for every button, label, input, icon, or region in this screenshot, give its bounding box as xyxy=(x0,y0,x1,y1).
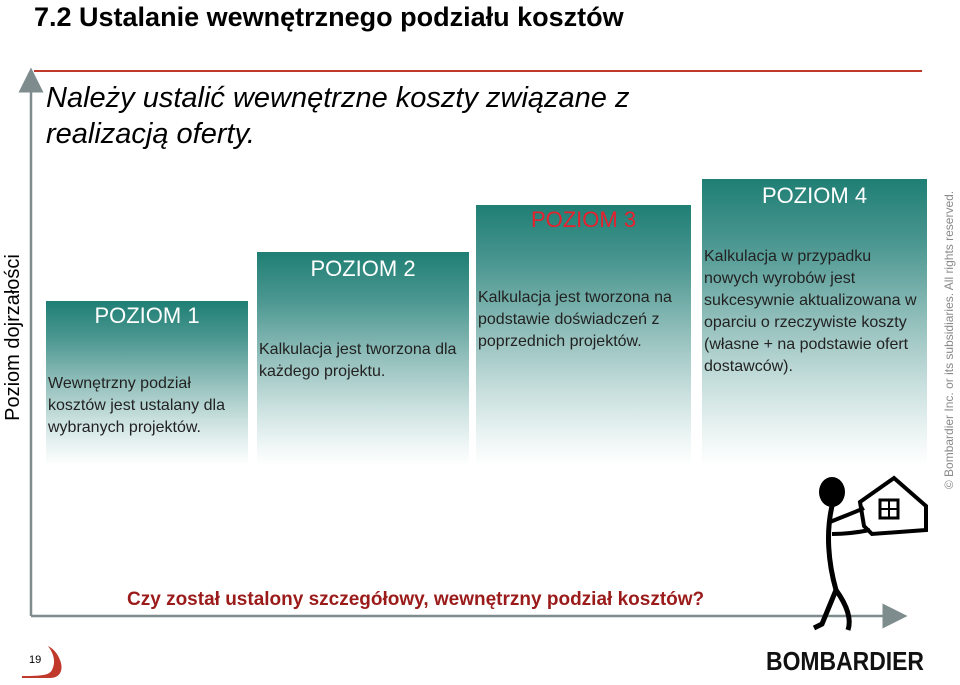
bombardier-logo xyxy=(766,644,926,676)
level-1-block xyxy=(46,301,248,466)
maturity-axis-label-text: Poziom dojrzałości xyxy=(1,253,24,421)
level-1-text: Wewnętrzny podział kosztów jest ustalany dla wybranych projektów. xyxy=(48,375,225,436)
figure-holding-house-icon xyxy=(808,472,928,632)
svg-text:BOMBARDIER: BOMBARDIER xyxy=(766,646,925,676)
copyright-text: © Bombardier Inc. or its subsidiaries. All rights reserved. xyxy=(942,190,957,490)
level-4-title: POZIOM 4 xyxy=(761,183,868,208)
level-2-text: Kalkulacja jest tworzona dla każdego projektu. xyxy=(259,341,457,380)
level-4-text: Kalkulacja w przypadku nowych wyrobów jest sukcesywnie aktualizowana w oparciu o rzeczywiste koszty (własne + na podstawie ofert dostawców). xyxy=(704,248,917,375)
page-number-badge xyxy=(20,644,66,680)
level-3-title: POZIOM 3 xyxy=(530,207,637,232)
slide-title: 7.2 Ustalanie wewnętrznego podziału kosztów xyxy=(34,2,624,32)
level-2-title: POZIOM 2 xyxy=(310,256,416,281)
level-2-block xyxy=(257,252,469,466)
page-number: 19 xyxy=(29,654,42,666)
slide-subtitle: Należy ustalić wewnętrzne koszty związane z realizacją oferty. xyxy=(46,82,630,150)
level-3-text: Kalkulacja jest tworzona na podstawie doświadczeń z poprzednich projektów. xyxy=(478,289,672,350)
copyright-notice xyxy=(938,190,960,490)
page-number-swoosh-icon xyxy=(20,644,66,680)
question-text: Czy został ustalony szczegółowy, wewnętrzny podział kosztów? xyxy=(127,589,705,610)
level-1-title: POZIOM 1 xyxy=(94,303,200,328)
level-4-block xyxy=(702,179,927,466)
level-3-block xyxy=(476,205,691,466)
